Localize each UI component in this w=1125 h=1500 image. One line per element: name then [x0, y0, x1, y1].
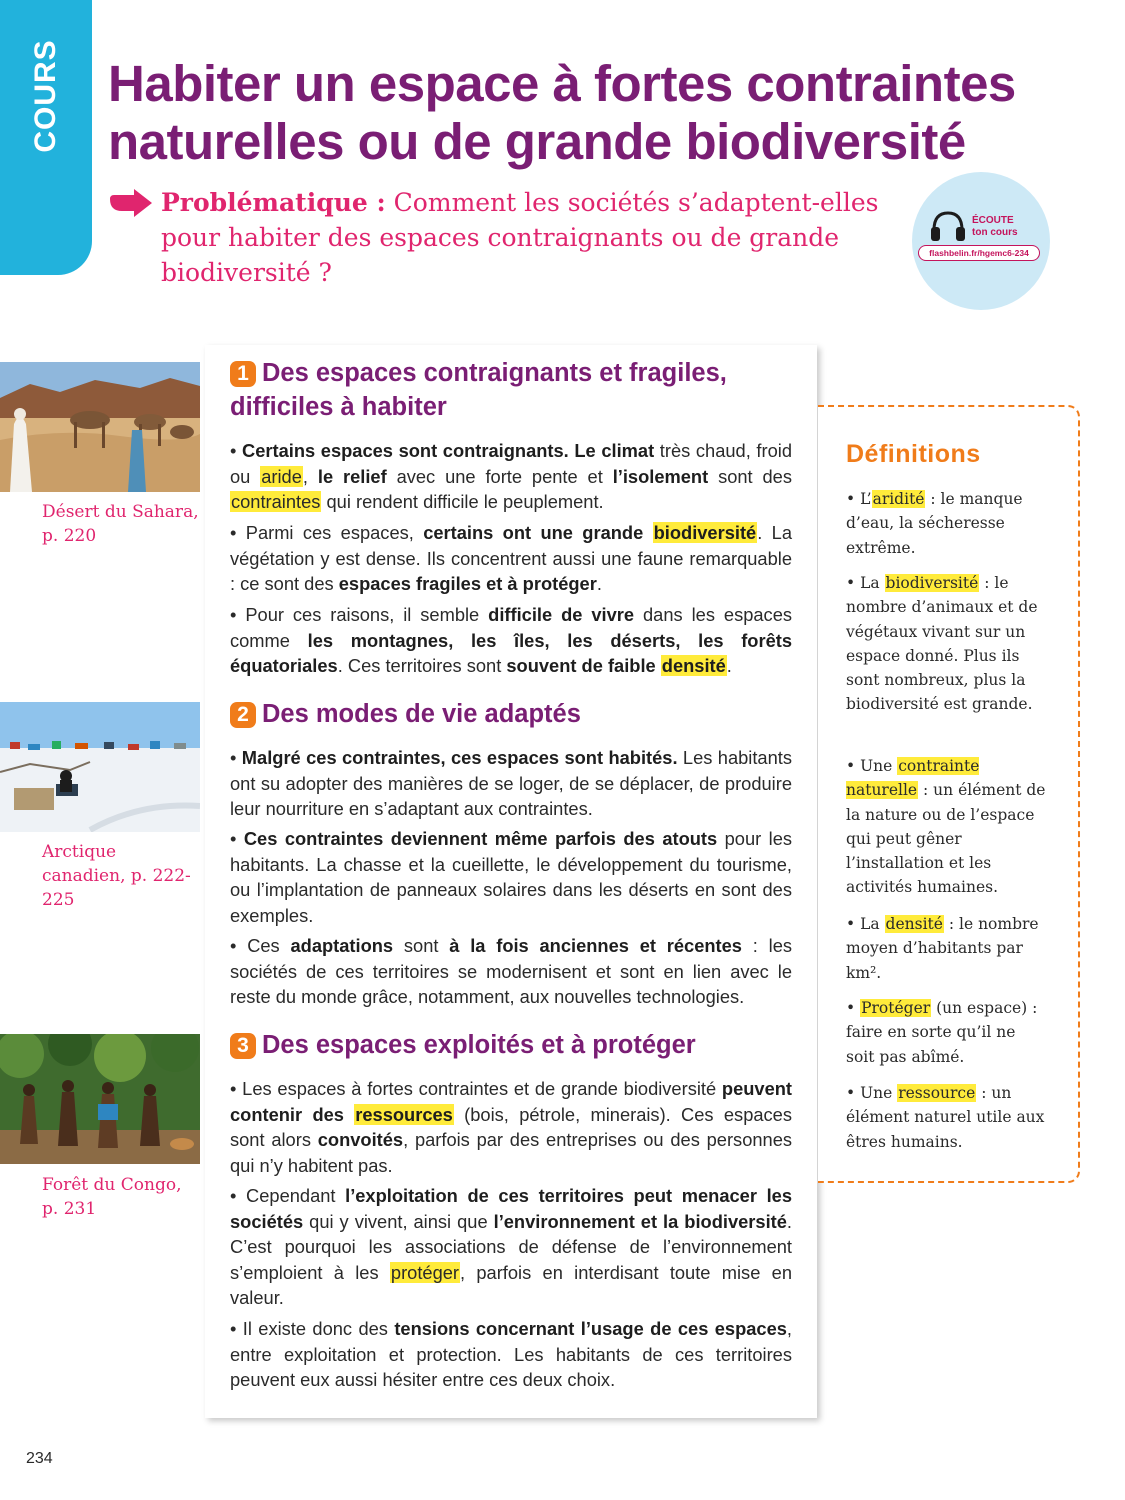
section3-paragraph2: • Cependant l’exploitation de ces territoires peut menacer les sociétés qui y vivent, ainsi que l’environnement et la biodiversité. C’est pourquoi les associations de défense de l’environnement s’emploient à les protéger, parfois en interdisant toute mise en valeur.	[230, 1185, 792, 1308]
highlighted-term: ressources	[355, 1103, 453, 1125]
listen-url-link[interactable]: flashbelin.fr/hgemc6-234	[918, 245, 1040, 261]
page-title: Habiter un espace à fortes contraintes naturelles ou de grande biodiversité	[108, 55, 1016, 170]
definition-ressource: • Une ressource : un élément naturel utile aux êtres humains.	[846, 1084, 1045, 1151]
bold-text: Certains espaces sont contraignants.	[242, 440, 569, 461]
bold-text: le relief	[317, 465, 387, 487]
photo-arctique-canadien	[0, 702, 200, 832]
caption-arctique: Arctique canadien, p. 222-225	[42, 842, 191, 910]
cours-label: COURS	[29, 39, 62, 153]
bold-text: Malgré ces contraintes, ces espaces sont habités.	[241, 747, 678, 768]
bold-text: souvent de faible	[506, 655, 661, 676]
photo-desert-sahara	[0, 362, 200, 492]
section3-paragraph3: • Il existe donc des tensions concernant l’usage de ces espaces, entre exploitation et protection. Les habitants de ces territoires peuvent eux aussi hésiter entre ces deux choix.	[230, 1318, 793, 1390]
section-number-badge: 3	[230, 1033, 256, 1059]
section-title-text: Des espaces contraignants et fragiles, difficiles à habiter	[230, 359, 727, 421]
bold-text: l’exploitation de ces territoires peut menacer les sociétés	[230, 1185, 792, 1232]
bold-text: peuvent contenir des	[230, 1078, 792, 1125]
problematique-text: Comment les sociétés s’adaptent-elles pour habiter des espaces contraignants ou de grande biodiversité ?	[161, 188, 879, 287]
photo-foret-congo	[0, 1034, 200, 1164]
definitions-title: Définitions	[846, 440, 981, 468]
section-title-text: Des espaces exploités et à protéger	[262, 1031, 696, 1059]
listen-line1: ÉCOUTE	[972, 215, 1014, 226]
bold-text: Le climat	[574, 440, 655, 461]
section-title-2	[230, 697, 790, 731]
bold-text: tensions concernant l’usage de ces espaces	[394, 1318, 787, 1339]
bold-text: espaces fragiles et à protéger	[338, 573, 597, 594]
section1-paragraph3: • Pour ces raisons, il semble difficile de vivre dans les espaces comme les montagnes, les îles, les déserts, les forêts équatoriales. Ces territoires sont souvent de faible densité.	[230, 604, 793, 676]
listen-line2: ton cours	[972, 227, 1018, 238]
section2-paragraph3: • Ces adaptations sont à la fois anciennes et récentes : les sociétés de ces territoires se modernisent et sont en lien avec le reste du monde grâce, notamment, aux nouvelles technologies.	[230, 935, 793, 1007]
bold-text: à la fois anciennes et récentes	[449, 935, 742, 956]
definition-aridite: • L’aridité : le manque d’eau, la sécheresse extrême.	[846, 490, 1023, 557]
cours-tab	[0, 0, 92, 275]
bold-text: difficile de vivre	[488, 604, 635, 625]
caption-desert: Désert du Sahara, p. 220	[42, 502, 199, 546]
section-number-badge: 1	[230, 361, 256, 387]
listen-badge[interactable]	[912, 172, 1050, 310]
definition-contrainte-naturelle: • Une contrainte naturelle : un élément de la nature ou de l’espace qui peut gêner l’installation et les activités humaines.	[846, 757, 1046, 897]
bold-text: Ces contraintes deviennent même parfois des atouts	[243, 828, 718, 849]
section2-paragraph2: • Ces contraintes deviennent même parfois des atouts pour les habitants. La chasse et la cueillette, le développement du tourisme, ou l’implantation de panneaux solaires dans les déserts en sont des exemples.	[230, 828, 792, 926]
highlighted-term: biodiversité	[885, 574, 979, 592]
section-title-3	[230, 1028, 790, 1062]
bold-text: l’environnement et la biodiversité	[493, 1210, 787, 1232]
section-number-badge: 2	[230, 702, 256, 728]
headphones-icon	[930, 210, 966, 242]
bold-text: les montagnes, les îles, les déserts, les forêts équatoriales	[230, 629, 793, 676]
highlighted-term: protéger	[390, 1261, 459, 1283]
definition-biodiversite: • La biodiversité : le nombre d’animaux et de végétaux vivant sur un espace donné. Plus ils sont nombreux, plus la biodiversité est grande.	[846, 574, 1038, 714]
highlighted-term: biodiversité	[653, 522, 757, 543]
section-title-text: Des modes de vie adaptés	[262, 700, 581, 728]
highlighted-term: contrainte naturelle	[846, 757, 980, 800]
section1-paragraph2: • Parmi ces espaces, certains ont une grande biodiversité. La végétation y est dense. Ils concentrent aussi une faune remarquable : ce sont des espaces fragiles et à protéger.	[230, 522, 792, 594]
section1-paragraph1: • Certains espaces sont contraignants. Le climat très chaud, froid ou aride, le relief avec une forte pente et l’isolement sont des contraintes qui rendent difficile le peuplement.	[230, 440, 792, 512]
highlighted-term: ressource	[898, 1084, 976, 1102]
arrow-right-icon	[108, 189, 152, 217]
section-title-1	[230, 356, 790, 424]
highlighted-term: aride	[261, 465, 302, 487]
problematique-label: Problématique :	[161, 188, 386, 217]
caption-congo: Forêt du Congo, p. 231	[42, 1175, 182, 1219]
highlighted-term: densité	[885, 915, 943, 933]
bold-text: convoités	[317, 1129, 404, 1150]
section3-paragraph1: • Les espaces à fortes contraintes et de grande biodiversité peuvent contenir des ressources (bois, pétrole, minerais). Ces espaces sont alors convoités, parfois par des entreprises ou des personnes qui n’y habitent pas.	[230, 1078, 793, 1176]
bold-text: l’isolement	[612, 465, 709, 487]
highlighted-term: contraintes	[231, 491, 321, 512]
highlighted-term: Protéger	[861, 999, 931, 1017]
section2-paragraph1: • Malgré ces contraintes, ces espaces sont habités. Les habitants ont su adopter des manières de se loger, de se déplacer, de produire leur nourriture en s’adaptant aux contraintes.	[230, 747, 792, 819]
definition-proteger: • Protéger (un espace) : faire en sorte qu’il ne soit pas abîmé.	[846, 999, 1038, 1066]
page-number: 234	[26, 1450, 53, 1467]
bold-text: certains ont une grande	[423, 522, 653, 543]
highlighted-term: aridité	[872, 490, 925, 508]
highlighted-term: densité	[661, 655, 726, 676]
problematique	[108, 185, 898, 290]
definition-densite: • La densité : le nombre moyen d’habitants par km².	[846, 915, 1039, 982]
bold-text: adaptations	[290, 935, 394, 956]
